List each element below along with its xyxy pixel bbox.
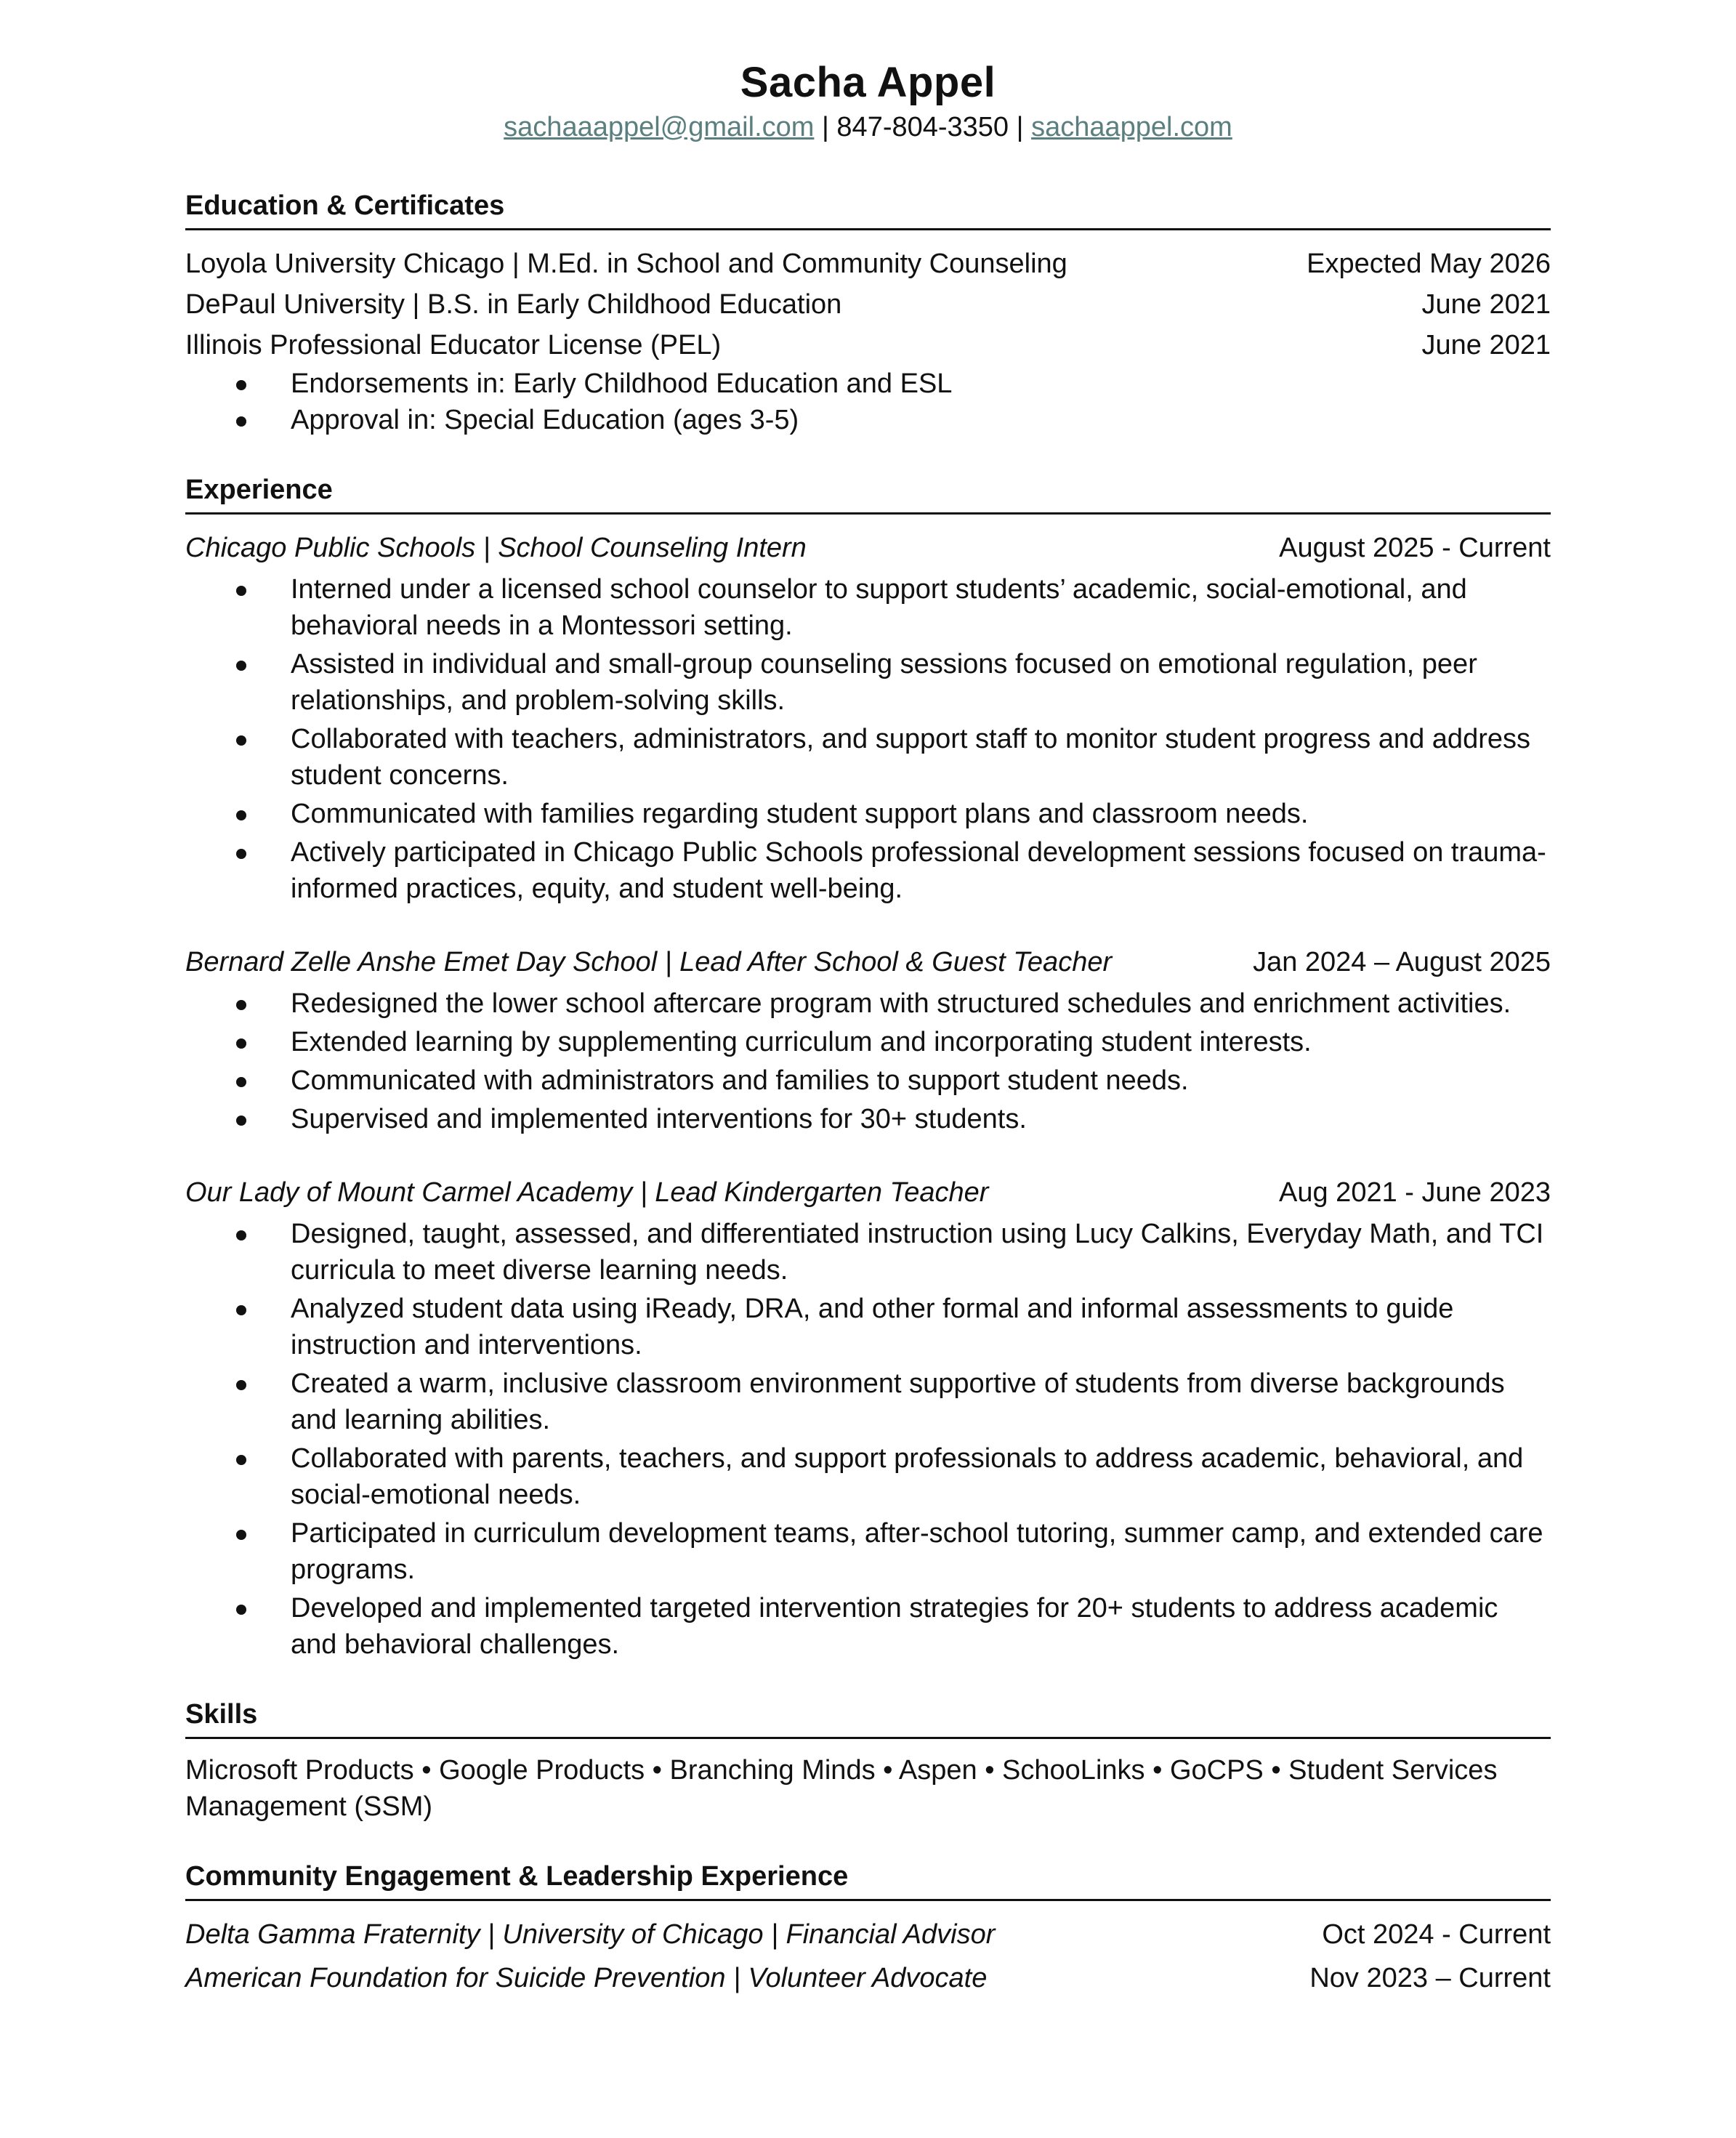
- bullet-icon: [236, 1305, 246, 1315]
- list-item: [185, 796, 1551, 832]
- bullet-text: Collaborated with parents, teachers, and support professionals to address academic, behavioral, and social-emotional needs.: [291, 1443, 1524, 1510]
- bullet-icon: [236, 735, 246, 746]
- list-item: [185, 1440, 1551, 1513]
- community-entry-date: Oct 2024 - Current: [1322, 1919, 1551, 1950]
- bullet-text: Redesigned the lower school aftercare program with structured schedules and enrichment activities.: [291, 988, 1511, 1019]
- bullet-text: Assisted in individual and small-group counseling sessions focused on emotional regulation, peer relationships, and problem-solving skills.: [291, 649, 1477, 716]
- job-entry: [185, 1172, 1551, 1663]
- list-item: [185, 571, 1551, 644]
- bullet-icon: [236, 1116, 246, 1126]
- bullet-text: Developed and implemented targeted intervention strategies for 20+ students to address academic and behavioral challenges.: [291, 1593, 1498, 1660]
- bullet-icon: [236, 1605, 246, 1615]
- education-entry-date: June 2021: [1421, 289, 1551, 320]
- skills-section: [185, 1696, 1551, 1825]
- job-title: Our Lady of Mount Carmel Academy | Lead Kindergarten Teacher: [185, 1177, 989, 1208]
- bullet-text: Approval in: Special Education (ages 3-5): [291, 405, 799, 435]
- email-link[interactable]: sachaaappel@gmail.com: [504, 112, 815, 142]
- resume-header: [185, 0, 1551, 145]
- bullet-icon: [236, 1000, 246, 1010]
- education-bullet-list: [185, 366, 1551, 438]
- bullet-text: Actively participated in Chicago Public Schools professional development sessions focused on trauma-informed practices, equity, and student well-being.: [291, 837, 1546, 904]
- skills-list: Microsoft Products • Google Products • Branching Minds • Aspen • SchooLinks • GoCPS • Student Services Management (SSM): [185, 1755, 1498, 1822]
- section-title-experience: Experience: [185, 472, 1551, 515]
- education-section: [185, 187, 1551, 438]
- community-entry: [185, 1958, 1551, 1998]
- education-entry-title: DePaul University | B.S. in Early Childhood Education: [185, 289, 842, 320]
- list-item: [185, 1515, 1551, 1588]
- community-entry-date: Nov 2023 – Current: [1309, 1963, 1551, 1993]
- contact-line: [185, 109, 1551, 145]
- bullet-icon: [236, 849, 246, 859]
- education-entry-title: Illinois Professional Educator License (PEL): [185, 330, 722, 360]
- bullet-text: Extended learning by supplementing curriculum and incorporating student interests.: [291, 1027, 1312, 1057]
- job-bullet-list: [185, 985, 1551, 1137]
- job-header: [185, 528, 1551, 568]
- list-item: [185, 1590, 1551, 1663]
- bullet-icon: [236, 380, 246, 390]
- experience-section: [185, 472, 1551, 1663]
- bullet-text: Participated in curriculum development teams, after-school tutoring, summer camp, and extended care programs.: [291, 1518, 1543, 1585]
- phone-number: 847-804-3350: [836, 112, 1009, 142]
- education-entry: [185, 243, 1551, 284]
- section-title-education: Education & Certificates: [185, 187, 1551, 230]
- section-title-skills: Skills: [185, 1696, 1551, 1739]
- job-title: Chicago Public Schools | School Counseling Intern: [185, 533, 807, 563]
- list-item: [185, 402, 1551, 438]
- job-dates: August 2025 - Current: [1279, 533, 1551, 563]
- bullet-text: Endorsements in: Early Childhood Education and ESL: [291, 368, 953, 399]
- list-item: [185, 834, 1551, 907]
- education-entry: [185, 325, 1551, 366]
- list-item: [185, 366, 1551, 402]
- list-item: [185, 721, 1551, 794]
- job-bullet-list: [185, 571, 1551, 907]
- bullet-text: Designed, taught, assessed, and differentiated instruction using Lucy Calkins, Everyday Math, and TCI curricula to meet diverse learning needs.: [291, 1219, 1544, 1286]
- community-entry-title: American Foundation for Suicide Prevention | Volunteer Advocate: [185, 1963, 988, 1993]
- bullet-text: Created a warm, inclusive classroom environment supportive of students from diverse backgrounds and learning abilities.: [291, 1368, 1505, 1435]
- bullet-text: Analyzed student data using iReady, DRA, and other formal and informal assessments to guide instruction and interventions.: [291, 1294, 1454, 1360]
- education-entry-date: Expected May 2026: [1307, 249, 1551, 279]
- job-dates: Jan 2024 – August 2025: [1253, 947, 1551, 977]
- education-entry-title: Loyola University Chicago | M.Ed. in School and Community Counseling: [185, 249, 1067, 279]
- bullet-text: Interned under a licensed school counselor to support students’ academic, social-emotional, and behavioral needs in a Montessori setting.: [291, 574, 1467, 641]
- bullet-text: Supervised and implemented interventions for 30+ students.: [291, 1104, 1027, 1134]
- job-bullet-list: [185, 1216, 1551, 1663]
- section-title-community: Community Engagement & Leadership Experience: [185, 1858, 1551, 1901]
- bullet-icon: [236, 1455, 246, 1465]
- job-entry: [185, 528, 1551, 907]
- job-entry: [185, 942, 1551, 1137]
- bullet-icon: [236, 416, 246, 427]
- job-header: [185, 1172, 1551, 1213]
- contact-separator: |: [1009, 112, 1032, 142]
- list-item: [185, 1062, 1551, 1099]
- bullet-text: Communicated with administrators and families to support student needs.: [291, 1065, 1189, 1096]
- bullet-icon: [236, 1380, 246, 1390]
- community-entry-title: Delta Gamma Fraternity | University of Chicago | Financial Advisor: [185, 1919, 996, 1950]
- bullet-icon: [236, 1230, 246, 1241]
- bullet-icon: [236, 1077, 246, 1087]
- bullet-icon: [236, 810, 246, 820]
- list-item: [185, 1366, 1551, 1438]
- job-header: [185, 942, 1551, 983]
- website-link[interactable]: sachaappel.com: [1031, 112, 1232, 142]
- community-entry: [185, 1914, 1551, 1955]
- bullet-icon: [236, 1530, 246, 1540]
- bullet-icon: [236, 1038, 246, 1049]
- bullet-text: Communicated with families regarding student support plans and classroom needs.: [291, 799, 1309, 829]
- list-item: [185, 1216, 1551, 1288]
- bullet-icon: [236, 661, 246, 671]
- education-entry: [185, 284, 1551, 325]
- list-item: [185, 985, 1551, 1022]
- bullet-text: Collaborated with teachers, administrators, and support staff to monitor student progress and address student concerns.: [291, 724, 1530, 791]
- bullet-icon: [236, 586, 246, 596]
- community-section: [185, 1858, 1551, 1998]
- contact-separator: |: [814, 112, 837, 142]
- job-title: Bernard Zelle Anshe Emet Day School | Lead After School & Guest Teacher: [185, 947, 1113, 977]
- list-item: [185, 1101, 1551, 1137]
- education-entry-date: June 2021: [1421, 330, 1551, 360]
- list-item: [185, 646, 1551, 719]
- job-dates: Aug 2021 - June 2023: [1279, 1177, 1551, 1208]
- candidate-name: Sacha Appel: [740, 59, 996, 106]
- list-item: [185, 1291, 1551, 1363]
- list-item: [185, 1024, 1551, 1060]
